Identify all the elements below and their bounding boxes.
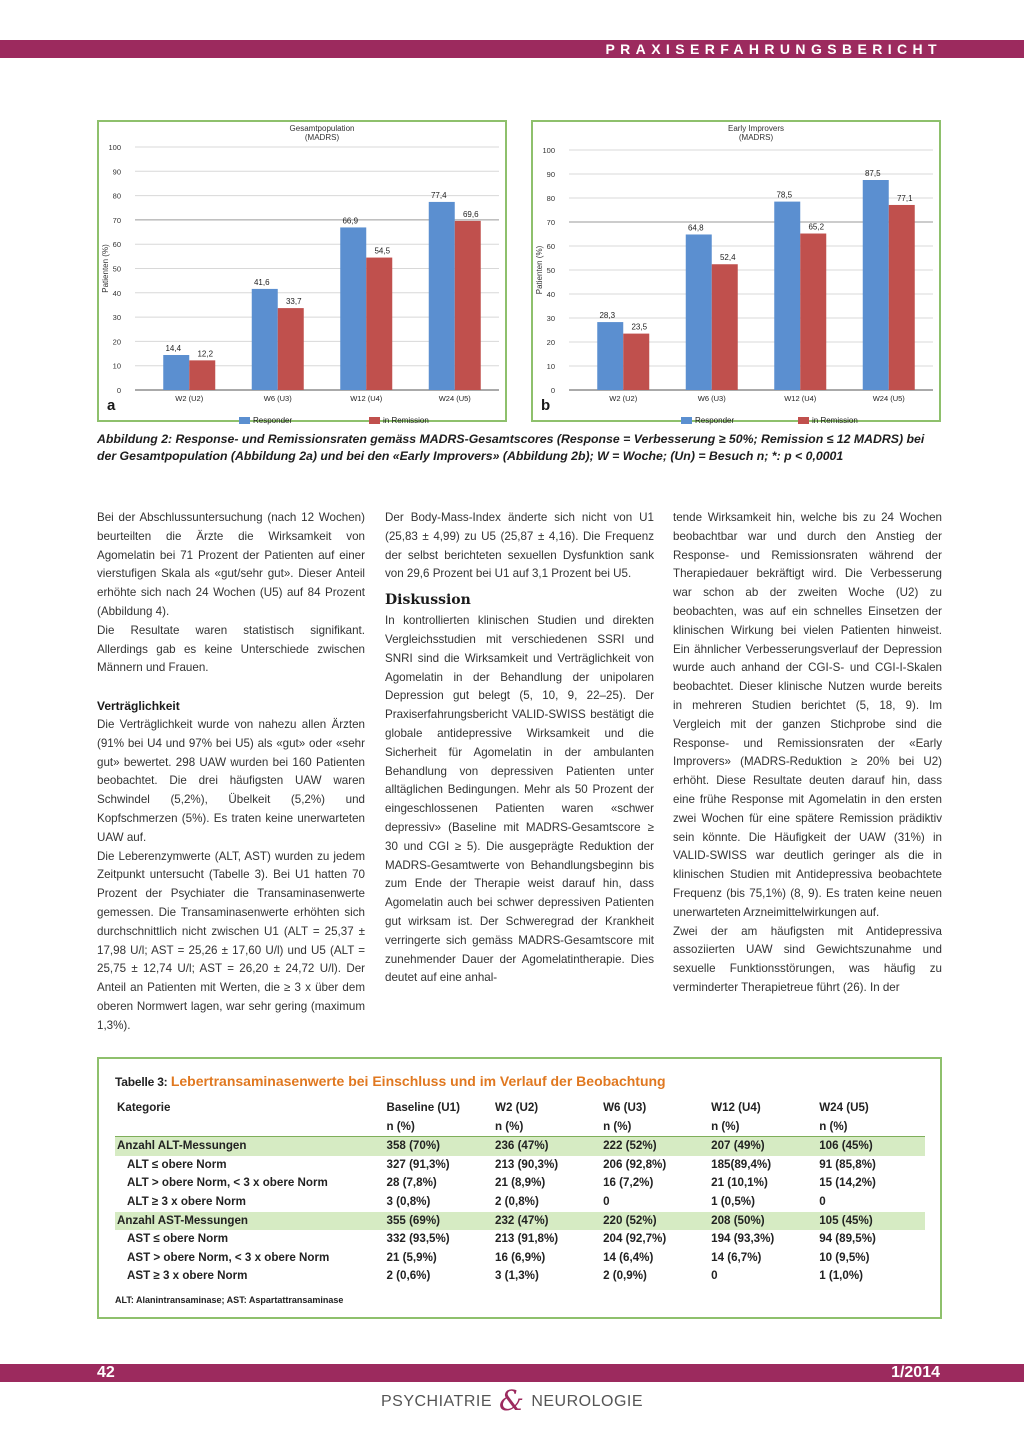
y-tick-label: 60: [112, 240, 121, 250]
value-cell: Baseline (U1): [386, 1101, 460, 1114]
text-column-3: [673, 509, 942, 998]
value-cell: n (%): [495, 1119, 524, 1133]
row-label-cell: AST > obere Norm, < 3 x obere Norm: [127, 1250, 330, 1264]
value-cell: 327 (91,3%): [386, 1157, 450, 1171]
y-tick-label: 80: [112, 191, 121, 201]
bar-remission: [189, 360, 215, 390]
x-tick-label: W2 (U2): [175, 394, 204, 403]
value-cell: n (%): [386, 1119, 415, 1133]
chart-title: Gesamtpopulation: [289, 124, 355, 133]
y-tick-label: 100: [108, 143, 121, 152]
paragraph: Bei der Abschlussuntersuchung (nach 12 Wochen) beurteilten die Ärzte die Wirksamkeit von Agomelatin bei 71 Prozent der Patienten auf einer vierstufigen Skala als «gut/sehr gut». Dieser Anteil erhöhte sich nach 24 Wochen (U5) auf 84 Prozent (Abbildung 4).: [97, 511, 365, 618]
row-label-cell: Kategorie: [117, 1101, 171, 1114]
journal-ampersand: &: [498, 1384, 525, 1417]
value-cell: 94 (89,5%): [819, 1232, 876, 1246]
chart-panel-b: [531, 120, 941, 425]
table-row: [115, 1267, 925, 1286]
y-tick-label: 10: [112, 361, 121, 371]
data-label: 64,8: [687, 223, 704, 233]
chart-panel-a: [97, 120, 507, 425]
value-cell: 204 (92,7%): [603, 1232, 667, 1246]
data-label: 14,4: [165, 344, 182, 354]
value-cell: 0: [711, 1269, 718, 1283]
paragraph: tende Wirksamkeit hin, welche bis zu 24 Wochen beobachtbar war und durch den Anstieg der Response- und Remissionsraten während der Therapiedauer bekräftigt wird. Die Verbesserung war schon ab der zweiten Woche (U2) zu beobachten, was auf ein schnelles Einsetzen der klinischen Wirkung bei vielen Patienten hinweist. Ein ähnlicher Verbesserungsverlauf der Depression wurde auch anhand der CGI-S- und CGI-I-Skalen beobachtet. Dieser klinische Nutzen wurde bereits in mehreren Studien berichtet (5, 18, 9). Im Vergleich mit der ganzen Stichprobe sind die Response- und Remissionsraten der «Early Improvers» (MADRS-Reduktion ≥ 20% bei U2) erhöht. Diese Resultate deuten darauf hin, dass eine frühe Response mit Agomelatin in den ersten zwei Wochen für eine spätere Remission prädiktiv sein könnte. Die Häufigkeit der UAW (31%) in VALID-SWISS war deutlich geringer als die in klinischen Studien mit Antidepressiva beobachtete Frequenz (bis 75,1%) (8, 9). Es traten keine neuen unerwarteten Arzneimittelwirkungen auf.: [673, 511, 942, 919]
value-cell: 1 (1,0%): [819, 1269, 864, 1283]
data-label: 65,2: [808, 222, 825, 232]
x-tick-label: W6 (U3): [697, 394, 726, 403]
legend-item-responder: [239, 416, 292, 425]
chart-title: (MADRS): [738, 133, 774, 142]
bar-remission: [623, 334, 649, 390]
bar-remission: [278, 308, 304, 390]
legend-label-responder: Responder: [695, 416, 735, 425]
value-cell: 28 (7,8%): [386, 1176, 437, 1190]
y-tick-label: 70: [546, 218, 555, 227]
row-label-cell: AST ≥ 3 x obere Norm: [127, 1269, 248, 1283]
value-cell: 332 (93,5%): [386, 1232, 450, 1246]
y-axis-label: Patienten (%): [101, 244, 110, 293]
value-cell: 21 (10,1%): [711, 1176, 768, 1190]
table-subheader-row: [115, 1118, 925, 1137]
value-cell: 185(89,4%): [711, 1157, 772, 1171]
y-tick-label: 90: [112, 167, 121, 177]
transaminase-table: [115, 1099, 925, 1286]
row-label-cell: [115, 1118, 385, 1137]
section-title: PRAXISERFAHRUNGSBERICHT: [605, 41, 942, 57]
data-label: 78,5: [776, 190, 793, 200]
value-cell: 16 (7,2%): [603, 1176, 654, 1190]
chart-title: Early Improvers: [727, 124, 785, 133]
journal-name-left: PSYCHIATRIE: [380, 1393, 492, 1410]
table-title: [115, 1073, 666, 1089]
data-label: 23,5: [631, 322, 648, 332]
y-tick-label: 0: [550, 386, 555, 395]
value-cell: 208 (50%): [709, 1212, 817, 1231]
section-heading: Verträglichkeit: [97, 699, 180, 714]
value-cell: 2 (0,6%): [386, 1269, 431, 1283]
legend-label-remission: in Remission: [812, 416, 858, 425]
bar-responder: [774, 202, 800, 390]
issue-number: 1/2014: [891, 1364, 940, 1381]
data-label: 41,6: [253, 277, 270, 287]
value-cell: 105 (45%): [817, 1212, 925, 1231]
value-cell: 14 (6,4%): [603, 1250, 654, 1264]
panel-letter-a: a: [107, 397, 116, 414]
legend-swatch-remission: [369, 417, 380, 424]
y-tick-label: 30: [546, 314, 555, 323]
data-label: 77,4: [430, 190, 447, 200]
value-cell: 0: [603, 1194, 610, 1208]
row-label-cell: Anzahl ALT-Messungen: [115, 1137, 385, 1156]
y-tick-label: 20: [546, 338, 555, 347]
data-label: 87,5: [864, 169, 881, 178]
chart-a-svg: [99, 122, 505, 420]
top-bar: [0, 40, 1024, 58]
legend-item-responder: [681, 416, 734, 425]
y-tick-label: 20: [112, 337, 121, 347]
table-row-group: [115, 1212, 925, 1231]
data-label: 69,6: [462, 209, 479, 219]
table-footnote: ALT: Alanintransaminase; AST: Aspartattransaminase: [115, 1295, 344, 1305]
value-cell: 2 (0,8%): [495, 1194, 539, 1208]
value-cell: 0: [819, 1194, 826, 1208]
y-axis-label: Patienten (%): [535, 245, 544, 295]
row-label-cell: ALT ≥ 3 x obere Norm: [127, 1194, 246, 1208]
y-tick-label: 100: [542, 146, 555, 155]
value-cell: 213 (91,8%): [495, 1232, 559, 1246]
bar-responder: [340, 227, 366, 390]
table-row: [115, 1174, 925, 1193]
value-cell: 220 (52%): [601, 1212, 709, 1231]
value-cell: 206 (92,8%): [603, 1157, 667, 1171]
journal-logo: [0, 1384, 1024, 1417]
x-tick-label: W24 (U5): [438, 394, 471, 403]
value-cell: 1 (0,5%): [711, 1194, 755, 1208]
x-tick-label: W24 (U5): [872, 394, 905, 403]
table-3-box: [97, 1057, 942, 1319]
x-tick-label: W12 (U4): [784, 394, 817, 403]
legend-item-remission: [369, 416, 429, 425]
value-cell: 21 (5,9%): [386, 1250, 437, 1264]
data-label: 54,5: [374, 246, 391, 256]
paragraph: Der Body-Mass-Index änderte sich nicht von U1 (25,83 ± 4,99) zu U5 (25,87 ± 4,16). Die Frequenz der selbst berichteten sexuellen Dysfunktion sank von 29,6 Prozent bei U1 auf 3,1 Prozent bei U5.: [385, 511, 654, 581]
y-tick-label: 50: [546, 266, 555, 275]
y-tick-label: 50: [112, 264, 121, 274]
data-label: 28,3: [599, 311, 616, 321]
value-cell: 14 (6,7%): [711, 1250, 762, 1264]
legend-item-remission: [798, 416, 858, 425]
text-column-2: [385, 509, 654, 988]
value-cell: 3 (0,8%): [386, 1194, 431, 1208]
paragraph: In kontrollierten klinischen Studien und direkten Vergleichsstudien mit verschiedenen SSRI und SNRI sind die Wirksamkeit und Verträglichkeit von Agomelatin in der Behandlung der unipolaren Depression gut belegt (5, 10, 9, 22–25). Der Praxiserfahrungsbericht VALID-SWISS bestätigt die globale antidepressive Wirksamkeit und die Sicherheit für Agomelatin in der ambulanten Behandlung von depressiven Patienten unter alltäglichen Bedingungen. Mehr als 50 Prozent der eingeschlossenen Patienten waren «schwer depressiv» (Baseline mit MADRS-Gesamtscore ≥ 30 und CGI ≥ 5). Die ausgeprägte Reduktion der MADRS-Gesamtwerte von Behandlungsbeginn bis zum Ende der Therapie weist darauf hin, dass Agomelatin auch bei schwer depressiven Patienten gut wirksam ist. Der Schweregrad der Krankheit verringerte sich gemäss MADRS-Gesamtscore mit zunehmender Dauer der Agomelatintherapie. Dies deutet auf eine anhal-: [385, 614, 654, 985]
value-cell: W24 (U5): [819, 1101, 869, 1114]
value-cell: 207 (49%): [709, 1137, 817, 1156]
text-column-1: [97, 509, 365, 1036]
chart-b-svg: [533, 122, 939, 420]
bar-remission: [712, 264, 738, 390]
value-cell: n (%): [819, 1119, 848, 1133]
y-tick-label: 0: [116, 386, 121, 395]
value-cell: W6 (U3): [603, 1101, 647, 1114]
bar-remission: [889, 205, 915, 390]
value-cell: 236 (47%): [493, 1137, 601, 1156]
bar-responder: [597, 322, 623, 390]
value-cell: 358 (70%): [385, 1137, 494, 1156]
row-label-cell: ALT > obere Norm, < 3 x obere Norm: [127, 1176, 328, 1190]
bar-remission: [455, 221, 481, 390]
data-label: 12,2: [197, 349, 214, 359]
y-tick-label: 90: [546, 170, 555, 179]
value-cell: 194 (93,3%): [711, 1232, 775, 1246]
value-cell: 106 (45%): [817, 1137, 925, 1156]
legend-label-remission: in Remission: [383, 416, 429, 425]
chart-title: (MADRS): [304, 133, 340, 142]
bottom-bar: [0, 1364, 1024, 1382]
paragraph: Zwei der am häufigsten mit Antidepressiva assoziierten UAW sind Gewichtszunahme und sexuelle Funktionsstörungen, was häufig zu verminderter Therapietreue führt (26). In der: [673, 924, 942, 994]
value-cell: 355 (69%): [385, 1212, 494, 1231]
row-label-cell: ALT ≤ obere Norm: [127, 1157, 227, 1171]
value-cell: n (%): [711, 1119, 740, 1133]
value-cell: 91 (85,8%): [819, 1157, 876, 1171]
value-cell: 16 (6,9%): [495, 1250, 546, 1264]
value-cell: 222 (52%): [601, 1137, 709, 1156]
data-label: 77,1: [896, 193, 913, 203]
x-tick-label: W6 (U3): [263, 394, 292, 403]
table-label: Tabelle 3:: [115, 1075, 168, 1089]
y-tick-label: 60: [546, 242, 555, 251]
value-cell: 2 (0,9%): [603, 1269, 647, 1283]
bar-responder: [429, 202, 455, 390]
paragraph: Die Leberenzymwerte (ALT, AST) wurden zu jedem Zeitpunkt untersucht (Tabelle 3). Bei U1 hatten 70 Prozent der Psychiater die Transaminasenwerte gemessen. Die Transaminasenwerte erhöhten sich durchschnittlich nicht zwischen U1 (ALT = 25,37 ± 17,98 U/l; AST = 25,26 ± 17,60 U/l) und U5 (ALT = 25,75 ± 12,74 U/l; AST = 26,20 ± 24,72 U/l). Der Anteil an Patienten mit Werten, die ≥ 3 x über dem oberen Normwert lagen, war sehr gering (maximum 1,3%).: [97, 849, 365, 1032]
value-cell: 213 (90,3%): [495, 1157, 559, 1171]
x-tick-label: W12 (U4): [350, 394, 383, 403]
bar-remission: [366, 258, 392, 390]
value-cell: 21 (8,9%): [495, 1176, 546, 1190]
y-tick-label: 40: [112, 288, 121, 298]
value-cell: W12 (U4): [711, 1101, 761, 1114]
data-label: 66,9: [342, 216, 359, 226]
table-row: [115, 1249, 925, 1268]
bar-responder: [863, 180, 889, 390]
panel-letter-b: b: [541, 397, 551, 414]
bar-responder: [686, 234, 712, 390]
x-tick-label: W2 (U2): [609, 394, 638, 403]
journal-name-right: NEUROLOGIE: [531, 1393, 644, 1410]
y-tick-label: 40: [546, 290, 555, 299]
value-cell: 232 (47%): [493, 1212, 601, 1231]
figure-caption: Abbildung 2: Response- und Remissionsraten gemäss MADRS-Gesamtscores (Response = Verbesserung ≥ 50%; Remission ≤ 12 MADRS) bei der Gesamtpopulation (Abbildung 2a) und bei den «Early Improvers» (Abbildung 2b); W = Woche; (Un) = Besuch n; *: p < 0,0001: [97, 432, 925, 463]
y-tick-label: 10: [546, 362, 555, 371]
legend-swatch-remission: [798, 417, 809, 424]
paragraph: Die Verträglichkeit wurde von nahezu allen Ärzten (91% bei U4 und 97% bei U5) als «gut» oder «sehr gut» bewertet. 298 UAW wurden bei 160 Patienten beobachtet. Die drei häufigsten UAW waren Schwindel (5,2%), Übelkeit (5,2%) und Kopfschmerzen (5%). Es traten keine unerwarteten UAW auf.: [97, 717, 365, 844]
value-cell: n (%): [603, 1119, 632, 1133]
paragraph: Die Resultate waren statistisch signifikant. Allerdings gab es keine Unterschiede zwischen Männern und Frauen.: [97, 623, 365, 675]
table-row: [115, 1230, 925, 1249]
value-cell: 10 (9,5%): [819, 1250, 870, 1264]
table-row: [115, 1156, 925, 1175]
table-title-text: Lebertransaminasenwerte bei Einschluss und im Verlauf der Beobachtung: [170, 1073, 666, 1089]
y-tick-label: 30: [112, 313, 121, 323]
data-label: 52,4: [719, 253, 736, 263]
page-number: 42: [97, 1364, 115, 1381]
table-header-row: [115, 1099, 925, 1118]
legend-swatch-responder: [681, 417, 692, 424]
row-label-cell: AST ≤ obere Norm: [127, 1232, 229, 1246]
section-heading: Diskussion: [385, 592, 471, 609]
table-row: [115, 1193, 925, 1212]
legend-swatch-responder: [239, 417, 250, 424]
y-tick-label: 70: [112, 215, 121, 225]
y-tick-label: 80: [546, 194, 555, 203]
data-label: 33,7: [285, 297, 302, 307]
value-cell: W2 (U2): [495, 1101, 539, 1114]
row-label-cell: Anzahl AST-Messungen: [115, 1212, 385, 1231]
value-cell: 15 (14,2%): [819, 1176, 876, 1190]
bar-responder: [163, 355, 189, 390]
value-cell: 3 (1,3%): [495, 1269, 539, 1283]
bar-remission: [800, 234, 826, 390]
bar-responder: [252, 289, 278, 390]
table-row-group: [115, 1137, 925, 1156]
legend-label-responder: Responder: [253, 416, 293, 425]
